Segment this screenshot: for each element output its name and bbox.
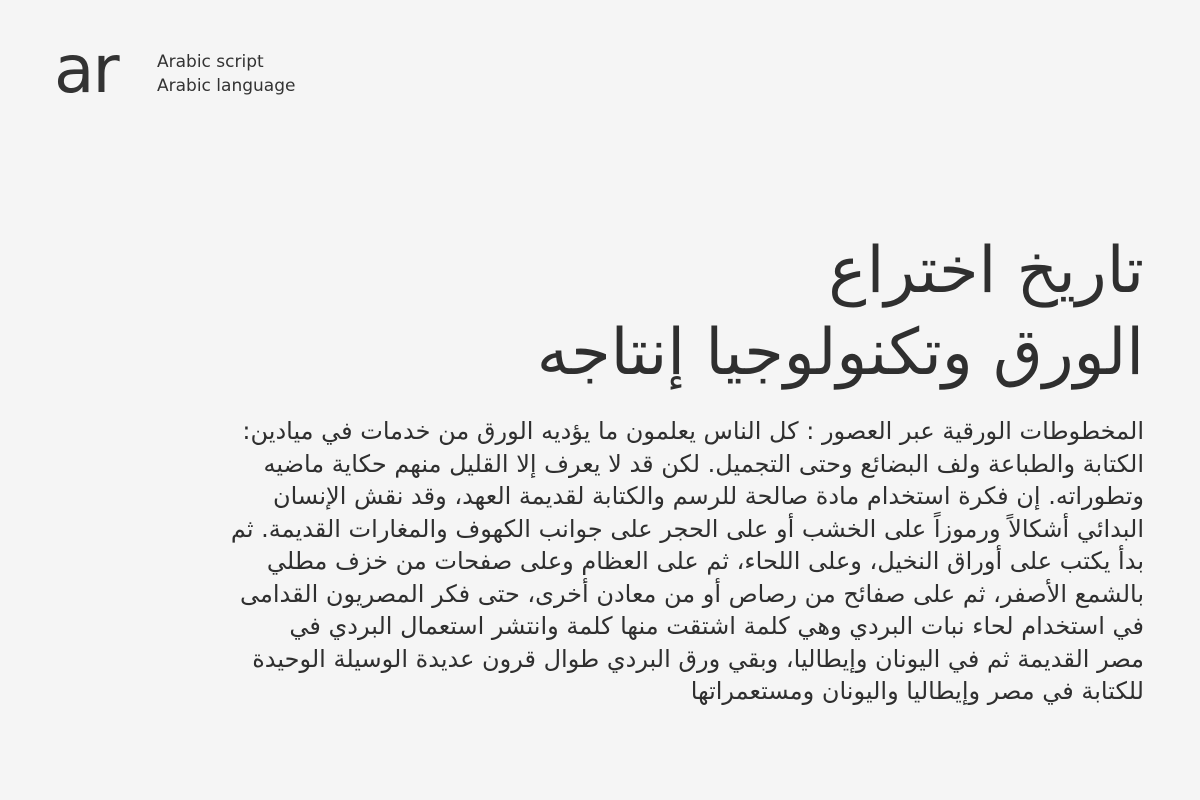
title-line: الورق وتكنولوجيا إنتاجه xyxy=(536,316,1144,390)
language-meta xyxy=(157,50,295,98)
language-code: ar xyxy=(54,31,118,108)
body-line: مصر القديمة ثم في اليونان وإيطاليا، وبقي ورق البردي طوال قرون عديدة الوسيلة الوحيدة xyxy=(252,644,1144,673)
body-line: بدأ يكتب على أوراق النخيل، وعلى اللحاء، ثم على العظام وعلى صفحات من خزف مطلي xyxy=(266,547,1144,575)
language-name: Arabic language xyxy=(157,76,296,96)
body-line: البدائي أشكالاً ورموزاً على الخشب أو على الحجر على جوانب الكهوف والمغارات القديمة. ثم xyxy=(230,514,1144,543)
page-title xyxy=(144,230,1144,394)
body-line: الكتابة والطباعة ولف البضائع وحتى التجميل. لكن قد لا يعرف إلا القليل منهم حكاية ماضيه xyxy=(263,449,1144,478)
body-line: المخطوطات الورقية عبر العصور : كل الناس يعلمون ما يؤديه الورق من خدمات في ميادين: xyxy=(242,417,1144,445)
body-line: للكتابة في مصر وإيطاليا واليونان ومستعمراتها xyxy=(690,677,1144,705)
body-paragraph xyxy=(54,415,1144,708)
body-line: في استخدام لحاء نبات البردي وهي كلمة اشتقت منها كلمة وانتشر استعمال البردي في xyxy=(289,612,1144,640)
body-line: بالشمع الأصفر، ثم على صفائح من رصاص أو من معادن أخرى، حتى فكر المصريون القدامى xyxy=(239,579,1144,608)
script-name: Arabic script xyxy=(157,52,264,72)
title-line: تاريخ اختراع xyxy=(828,234,1144,308)
body-line: وتطوراته. إن فكرة استخدام مادة صالحة للرسم والكتابة لقديمة العهد، وقد نقش الإنسان xyxy=(272,482,1144,510)
